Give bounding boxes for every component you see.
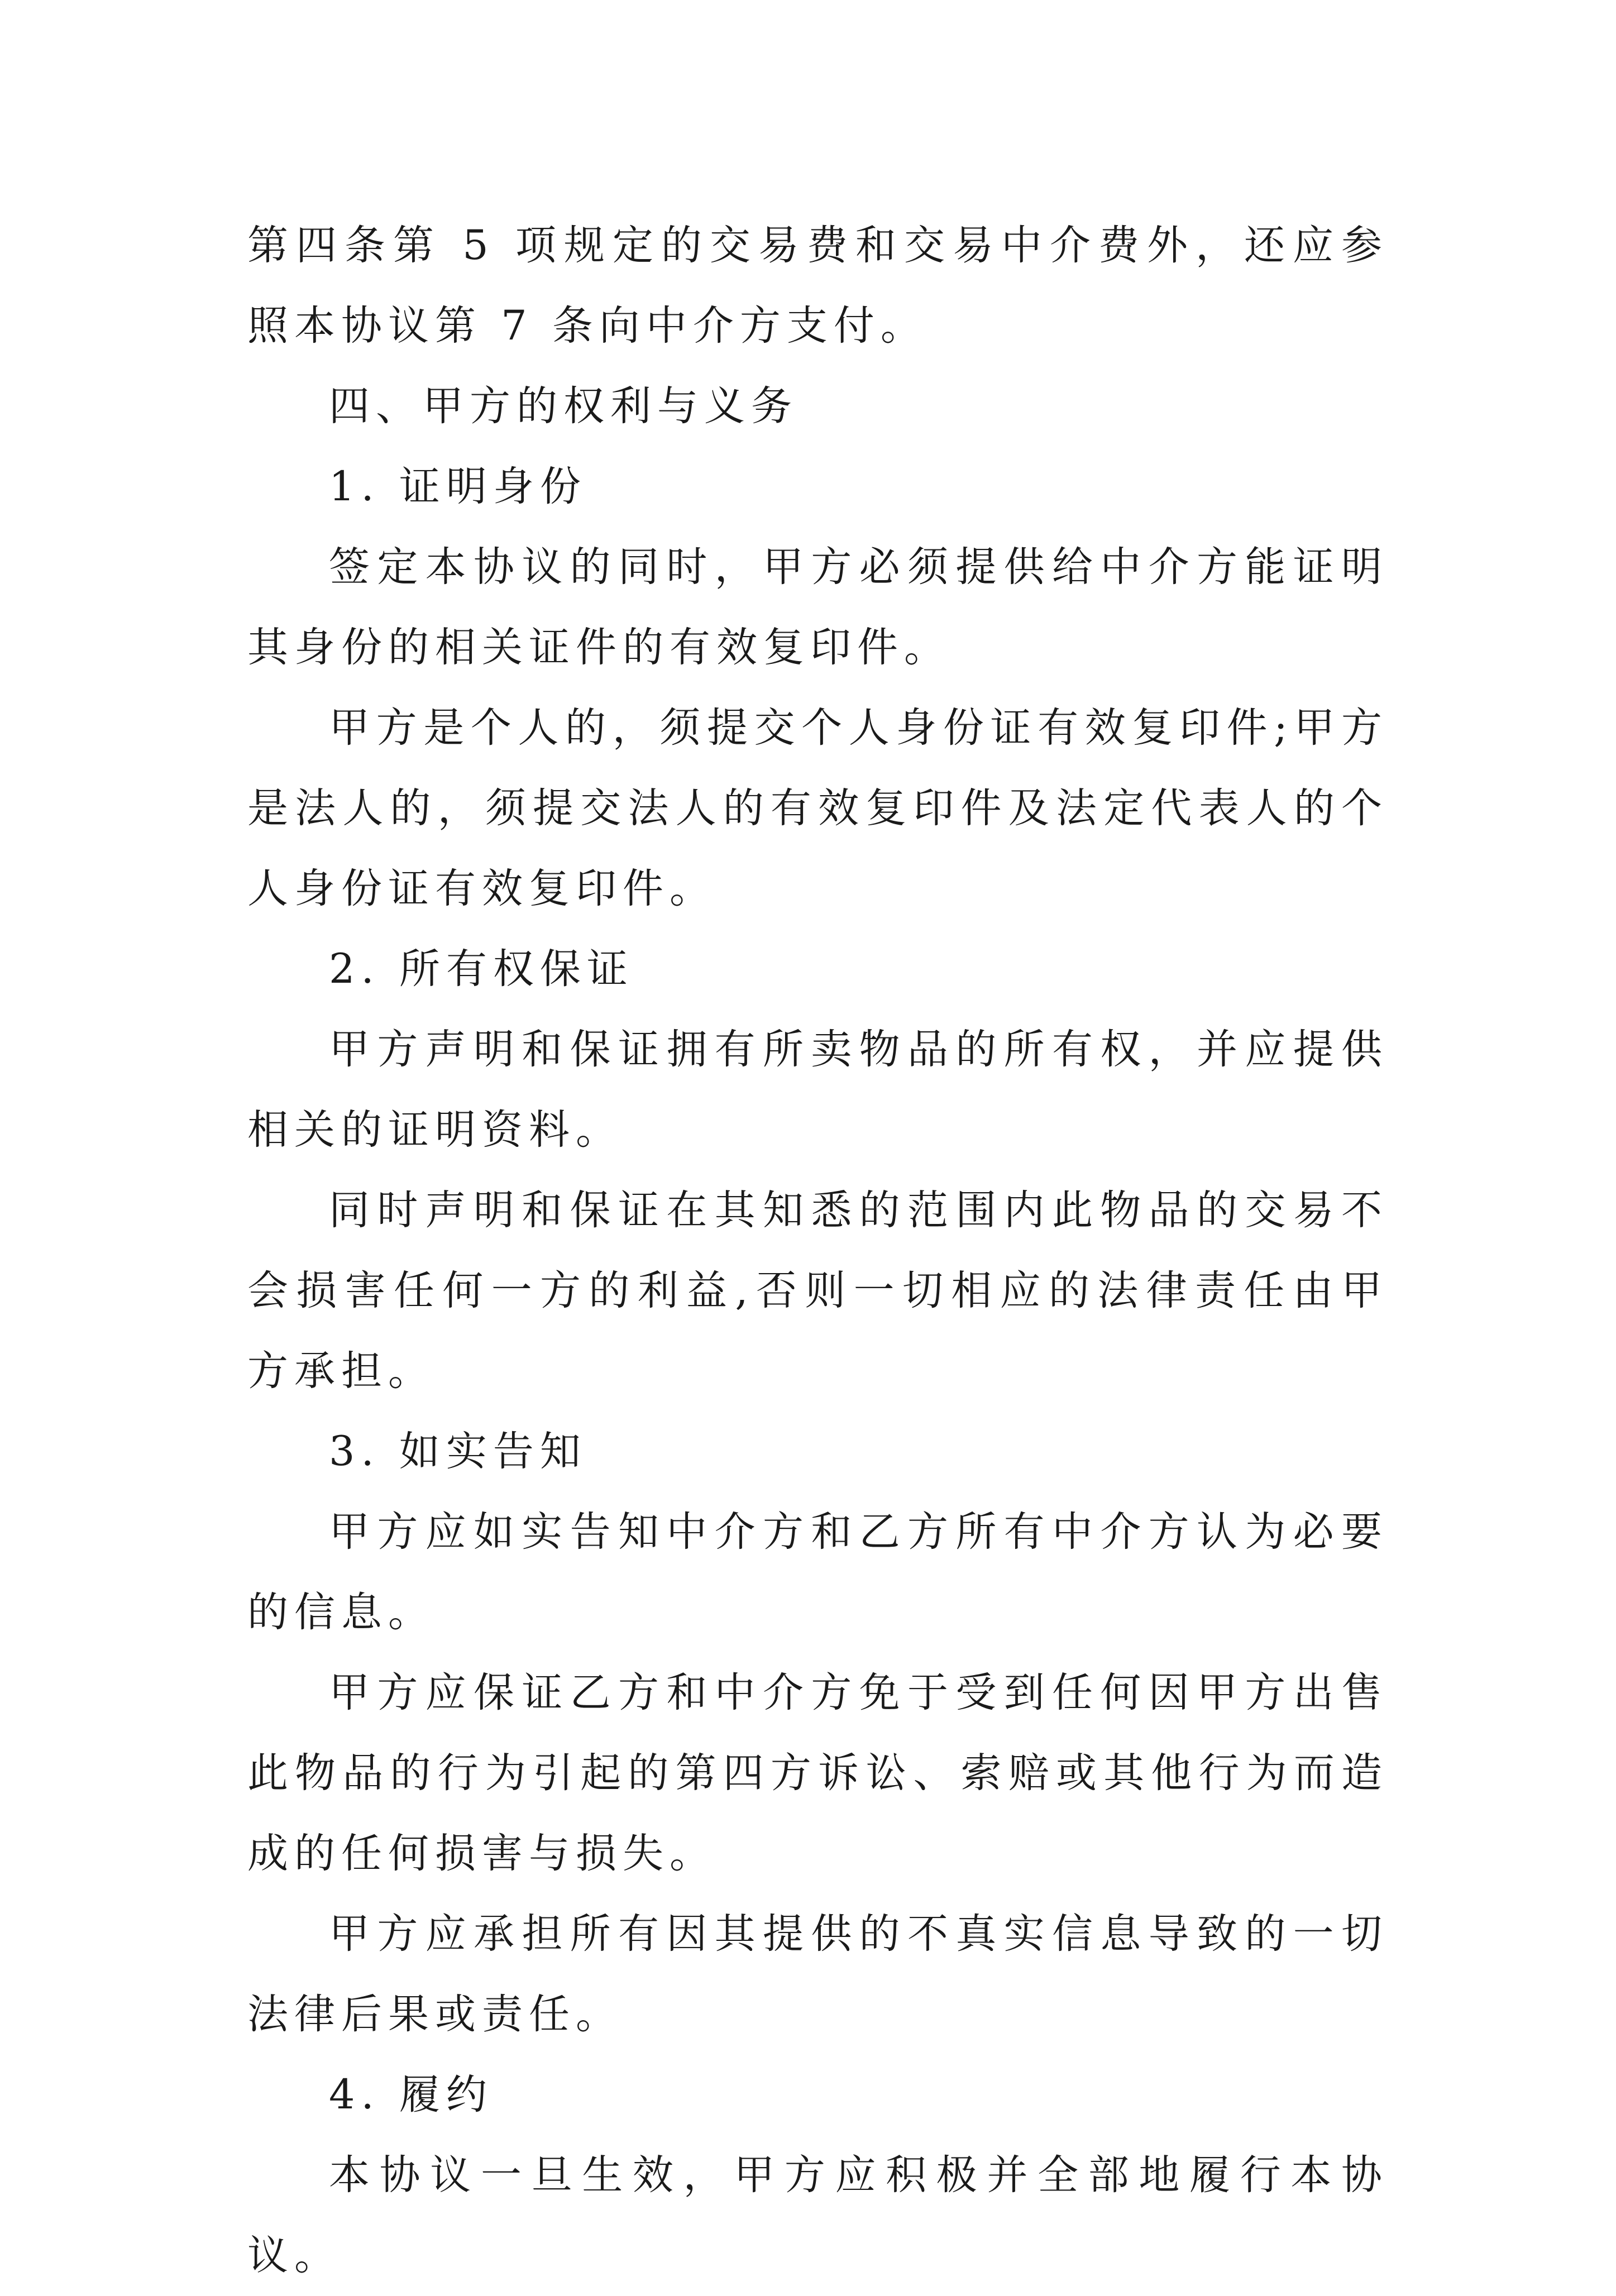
section-heading-4: 四、甲方的权利与义务 [329,382,798,430]
paragraph-identity-docs: 签定本协议的同时，甲方必须提供给中介方能证明其身份的相关证件的有效复印件。 [247,543,1388,671]
subheading-performance: 4. 履约 [329,2071,493,2118]
paragraph-ownership-claim: 甲方声明和保证拥有所卖物品的所有权，并应提供相关的证明资料。 [247,1026,1388,1154]
subheading-disclosure: 3. 如实告知 [329,1428,587,1475]
subheading-ownership: 2. 所有权保证 [329,945,634,993]
paragraph-identity-types: 甲方是个人的，须提交个人身份证有效复印件;甲方是法人的，须提交法人的有效复印件及法定代表人的个人身份证有效复印件。 [247,704,1388,912]
paragraph-performance: 本协议一旦生效，甲方应积极并全部地履行本协议。 [247,2151,1388,2279]
paragraph-disclosure-liability: 甲方应承担所有因其提供的不真实信息导致的一切法律后果或责任。 [247,1910,1388,2038]
paragraph-disclosure-info: 甲方应如实告知中介方和乙方所有中介方认为必要的信息。 [247,1508,1388,1636]
subheading-identity: 1. 证明身份 [329,463,587,510]
document-body [247,205,1388,2296]
paragraph-continuation: 第四条第 5 项规定的交易费和交易中介费外，还应参照本协议第 7 条向中介方支付。 [247,222,1388,350]
paragraph-disclosure-indemnity: 甲方应保证乙方和中介方免于受到任何因甲方出售此物品的行为引起的第四方诉讼、索赔或其他行为而造成的任何损害与损失。 [247,1669,1388,1877]
paragraph-ownership-liability: 同时声明和保证在其知悉的范围内此物品的交易不会损害任何一方的利益,否则一切相应的法律责任由甲方承担。 [247,1187,1388,1395]
